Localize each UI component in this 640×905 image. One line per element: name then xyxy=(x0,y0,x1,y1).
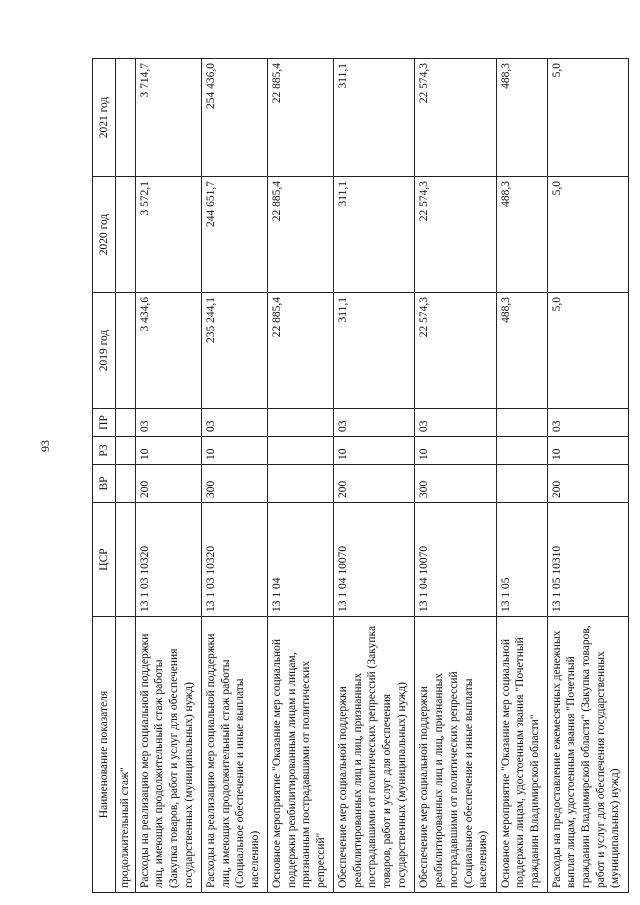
row-pr: 03 xyxy=(415,409,496,437)
row-name: Обеспечение мер социальной поддержки реабилитированных лиц и лиц, признанных пострадавшими от политических репрессий (Социальное обеспечение и иные выплаты населению) xyxy=(415,617,496,893)
header-2020: 2020 год xyxy=(93,177,116,293)
table-row xyxy=(547,59,628,893)
table-row xyxy=(135,59,201,893)
row-pr: 03 xyxy=(201,409,267,437)
row-csr: 13 1 04 xyxy=(267,503,333,617)
header-pr: ПР xyxy=(93,409,116,437)
header-name: Наименование показателя xyxy=(93,617,116,893)
row-vr xyxy=(496,465,547,503)
continuation-text: продолжительный стаж" xyxy=(116,617,136,893)
row-rz: 10 xyxy=(334,437,415,465)
row-2020: 22 574,3 xyxy=(415,177,496,293)
empty-cell xyxy=(116,177,136,293)
header-rz: РЗ xyxy=(93,437,116,465)
table-row xyxy=(496,59,547,893)
empty-cell xyxy=(116,59,136,177)
header-vr: ВР xyxy=(93,465,116,503)
row-rz xyxy=(496,437,547,465)
table-row xyxy=(415,59,496,893)
row-2021: 22 574,3 xyxy=(415,59,496,177)
row-2019: 235 244,1 xyxy=(201,293,267,409)
empty-cell xyxy=(116,437,136,465)
row-vr: 300 xyxy=(201,465,267,503)
header-csr: ЦСР xyxy=(93,503,116,617)
row-2019: 22 885,4 xyxy=(267,293,333,409)
row-pr: 03 xyxy=(135,409,201,437)
continuation-row xyxy=(116,59,136,893)
row-name: Расходы на предоставление ежемесячных денежных выплат лицам, удостоенным звания "Почетный гражданин Владимирской области" (Закупка товаров, работ и услуг для обеспечения государственных (муниципальных) нужд) xyxy=(547,617,628,893)
row-name: Основное мероприятие "Оказание мер социальной поддержки реабилитированным лицам и лицам, признанным пострадавшими от политических репрессий" xyxy=(267,617,333,893)
row-rz: 10 xyxy=(135,437,201,465)
row-vr: 200 xyxy=(547,465,628,503)
table-row xyxy=(201,59,267,893)
table-header-row xyxy=(93,59,116,893)
row-2020: 5,0 xyxy=(547,177,628,293)
empty-cell xyxy=(116,409,136,437)
row-pr xyxy=(267,409,333,437)
row-rz: 10 xyxy=(415,437,496,465)
row-2019: 488,3 xyxy=(496,293,547,409)
row-2021: 22 885,4 xyxy=(267,59,333,177)
row-pr xyxy=(496,409,547,437)
rotated-page-content xyxy=(92,59,629,893)
row-2020: 488,3 xyxy=(496,177,547,293)
row-2020: 311,1 xyxy=(334,177,415,293)
row-csr: 13 1 05 10310 xyxy=(547,503,628,617)
row-2019: 311,1 xyxy=(334,293,415,409)
row-2021: 311,1 xyxy=(334,59,415,177)
row-csr: 13 1 03 10320 xyxy=(201,503,267,617)
row-name: Расходы на реализацию мер социальной поддержки лиц, имеющих продолжительный стаж работы (Социальное обеспечение и иные выплаты населению) xyxy=(201,617,267,893)
row-2020: 3 572,1 xyxy=(135,177,201,293)
row-name: Расходы на реализацию мер социальной поддержки лиц, имеющих продолжительный стаж работы (Закупка товаров, работ и услуг для обеспечения государственных (муниципальных) нужд) xyxy=(135,617,201,893)
empty-cell xyxy=(116,293,136,409)
page-number: 93 xyxy=(38,440,52,452)
header-2019: 2019 год xyxy=(93,293,116,409)
row-vr: 200 xyxy=(334,465,415,503)
table-row xyxy=(334,59,415,893)
row-name: Основное мероприятие "Оказание мер социальной поддержки лицам, удостоенным звания "Почетный гражданин Владимирской области" xyxy=(496,617,547,893)
row-vr xyxy=(267,465,333,503)
row-2021: 254 436,0 xyxy=(201,59,267,177)
row-name: Обеспечение мер социальной поддержки реабилитированных лиц и лиц, признанных пострадавшими от политических репрессий (Закупка товаров, работ и услуг для обеспечения государственных (муниципальных) нужд) xyxy=(334,617,415,893)
row-csr: 13 1 03 10320 xyxy=(135,503,201,617)
empty-cell xyxy=(116,465,136,503)
row-2021: 5,0 xyxy=(547,59,628,177)
row-rz xyxy=(267,437,333,465)
row-2019: 5,0 xyxy=(547,293,628,409)
table-row xyxy=(267,59,333,893)
budget-table xyxy=(92,58,629,893)
header-2021: 2021 год xyxy=(93,59,116,177)
row-2020: 244 651,7 xyxy=(201,177,267,293)
row-2020: 22 885,4 xyxy=(267,177,333,293)
row-2021: 3 714,7 xyxy=(135,59,201,177)
row-rz: 10 xyxy=(201,437,267,465)
empty-cell xyxy=(116,503,136,617)
row-2019: 22 574,3 xyxy=(415,293,496,409)
row-csr: 13 1 05 xyxy=(496,503,547,617)
row-2021: 488,3 xyxy=(496,59,547,177)
row-vr: 200 xyxy=(135,465,201,503)
row-vr: 300 xyxy=(415,465,496,503)
row-csr: 13 1 04 10070 xyxy=(334,503,415,617)
row-csr: 13 1 04 10070 xyxy=(415,503,496,617)
row-2019: 3 434,6 xyxy=(135,293,201,409)
row-pr: 03 xyxy=(334,409,415,437)
row-rz: 10 xyxy=(547,437,628,465)
row-pr: 03 xyxy=(547,409,628,437)
